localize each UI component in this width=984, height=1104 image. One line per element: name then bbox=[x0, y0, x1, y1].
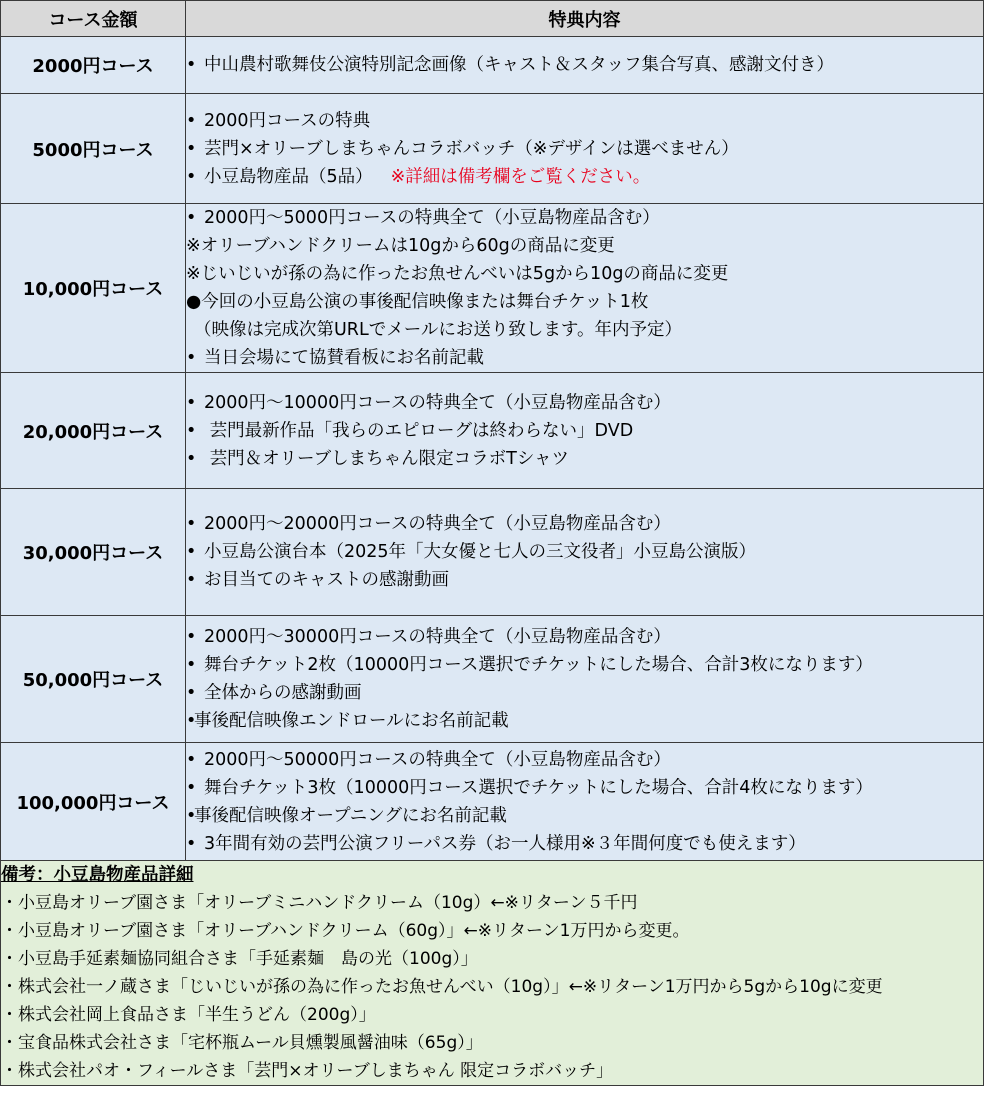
course-amount: 5000円コース bbox=[1, 94, 186, 204]
course-amount: 2000円コース bbox=[1, 37, 186, 94]
note-item: ・株式会社一ノ蔵さま「じいじいが孫の為に作ったお魚せんべい（10g）」←※リターン1万円から5gから10gに変更 bbox=[1, 977, 883, 997]
bullet-icon: • bbox=[186, 514, 197, 534]
perk-item bbox=[186, 260, 983, 288]
bullet-icon: • bbox=[186, 138, 197, 159]
bullet-icon: • bbox=[186, 805, 197, 826]
perk-text: （映像は完成次第URLでメールにお送り致します。年内予定） bbox=[194, 320, 682, 340]
perk-item bbox=[186, 746, 983, 774]
perk-item bbox=[186, 538, 983, 566]
perks-cell bbox=[186, 204, 984, 373]
perk-item bbox=[186, 135, 983, 163]
course-row bbox=[1, 373, 984, 489]
perk-text: 舞台チケット2枚（10000円コース選択でチケットにした場合、合計3枚になります） bbox=[204, 655, 873, 675]
course-row bbox=[1, 489, 984, 616]
perk-text: 当日会場にて協賛看板にお名前記載 bbox=[204, 348, 484, 368]
perk-text: 2000円～30000円コースの特典全て（小豆島物産品含む） bbox=[204, 627, 671, 647]
perk-text: 2000円～50000円コースの特典全て（小豆島物産品含む） bbox=[204, 749, 671, 770]
bullet-icon: • bbox=[186, 110, 197, 131]
bullet-icon: • bbox=[186, 711, 197, 731]
perk-text: 芸門最新作品「我らのエピローグは終わらない」DVD bbox=[204, 420, 634, 441]
perk-item bbox=[186, 232, 983, 260]
perk-text: ※じいじいが孫の為に作ったお魚せんべいは5gから10gの商品に変更 bbox=[186, 264, 729, 284]
bullet-icon: • bbox=[186, 55, 197, 75]
bullet-icon: • bbox=[186, 749, 197, 770]
perk-text: 2000円コースの特典 bbox=[204, 110, 371, 131]
course-row bbox=[1, 204, 984, 373]
note-item: ・宝食品株式会社さま「宅杯瓶ムール貝燻製風醤油味（65g）」 bbox=[1, 1033, 483, 1053]
bullet-icon: • bbox=[186, 348, 197, 368]
header-row bbox=[1, 1, 984, 37]
perk-item bbox=[186, 288, 983, 316]
course-column-header: コース金額 bbox=[1, 1, 186, 37]
bullet-icon: • bbox=[186, 683, 197, 703]
perk-item bbox=[186, 623, 983, 651]
perk-item bbox=[186, 774, 983, 802]
bullet-icon: • bbox=[186, 777, 197, 798]
bullet-icon: • bbox=[186, 166, 197, 187]
perk-text: 2000円～20000円コースの特典全て（小豆島物産品含む） bbox=[204, 514, 671, 534]
note-item: ・株式会社パオ・フィールさま「芸門×オリーブしまちゃん 限定コラボバッチ」 bbox=[1, 1061, 614, 1081]
perk-item bbox=[186, 707, 983, 735]
perk-item bbox=[186, 417, 983, 445]
perk-text: 舞台チケット3枚（10000円コース選択でチケットにした場合、合計4枚になります） bbox=[204, 777, 873, 798]
rows-body bbox=[1, 37, 984, 861]
course-row bbox=[1, 94, 984, 204]
perk-item bbox=[186, 802, 983, 830]
perk-item bbox=[186, 566, 983, 594]
bullet-icon: • bbox=[186, 833, 197, 854]
perk-text: ●今回の小豆島公演の事後配信映像または舞台チケット1枚 bbox=[186, 292, 649, 312]
note-item: ・小豆島オリーブ園さま「オリーブミニハンドクリーム（10g）←※リターン５千円 bbox=[1, 893, 638, 913]
perk-item bbox=[186, 316, 983, 344]
bullet-icon: • bbox=[186, 392, 197, 413]
perk-text: 事後配信映像オープニングにお名前記載 bbox=[194, 805, 507, 826]
bullet-icon: • bbox=[186, 655, 197, 675]
perk-text: ※オリーブハンドクリームは10gから60gの商品に変更 bbox=[186, 236, 615, 256]
perk-item bbox=[186, 651, 983, 679]
bullet-icon: • bbox=[186, 627, 197, 647]
perk-item bbox=[186, 679, 983, 707]
course-amount: 100,000円コース bbox=[1, 743, 186, 861]
perk-text: 小豆島物産品（5品） bbox=[204, 166, 373, 187]
perk-item bbox=[186, 163, 983, 191]
bullet-icon: • bbox=[186, 448, 197, 469]
course-amount: 20,000円コース bbox=[1, 373, 186, 489]
perks-cell bbox=[186, 37, 984, 94]
perk-text: 2000円～10000円コースの特典全て（小豆島物産品含む） bbox=[204, 392, 671, 413]
notes-list bbox=[1, 889, 983, 1085]
perk-text: 小豆島公演台本（2025年「大女優と七人の三文役者」小豆島公演版） bbox=[204, 542, 757, 562]
course-row bbox=[1, 37, 984, 94]
perks-cell bbox=[186, 94, 984, 204]
perk-item bbox=[186, 445, 983, 473]
perk-text: 事後配信映像エンドロールにお名前記載 bbox=[194, 711, 509, 731]
perk-note-red: ※詳細は備考欄をご覧ください。 bbox=[390, 166, 651, 187]
course-amount: 50,000円コース bbox=[1, 616, 186, 743]
perk-item bbox=[186, 51, 983, 79]
perk-item bbox=[186, 830, 983, 858]
course-amount: 10,000円コース bbox=[1, 204, 186, 373]
perks-cell bbox=[186, 373, 984, 489]
perk-item bbox=[186, 344, 983, 372]
course-amount: 30,000円コース bbox=[1, 489, 186, 616]
perk-item bbox=[186, 510, 983, 538]
note-item: ・小豆島手延素麺協同組合さま「手延素麺 島の光（100g）」 bbox=[1, 949, 478, 969]
perk-text: 3年間有効の芸門公演フリーパス券（お一人様用※３年間何度でも使えます） bbox=[204, 833, 806, 854]
bullet-icon: • bbox=[186, 542, 197, 562]
notes-title: 備考：小豆島物産品詳細 bbox=[1, 865, 194, 885]
perks-cell bbox=[186, 743, 984, 861]
notes-row bbox=[1, 861, 984, 1086]
perk-text: 2000円～5000円コースの特典全て（小豆島物産品含む） bbox=[204, 208, 660, 228]
note-item: ・株式会社岡上食品さま「半生うどん（200g）」 bbox=[1, 1005, 376, 1025]
bullet-icon: • bbox=[186, 208, 197, 228]
bullet-icon: • bbox=[186, 420, 197, 441]
note-item: ・小豆島オリーブ園さま「オリーブハンドクリーム（60g）」←※リターン1万円から変更。 bbox=[1, 921, 690, 941]
perk-text: 中山農村歌舞伎公演特別記念画像（キャスト＆スタッフ集合写真、感謝文付き） bbox=[204, 55, 834, 75]
perk-text: お目当てのキャストの感謝動画 bbox=[204, 570, 449, 590]
perk-text: 芸門×オリーブしまちゃんコラボバッチ（※デザインは選べません） bbox=[204, 138, 739, 159]
perk-item bbox=[186, 389, 983, 417]
perk-item bbox=[186, 107, 983, 135]
course-row bbox=[1, 743, 984, 861]
perks-cell bbox=[186, 489, 984, 616]
perks-cell bbox=[186, 616, 984, 743]
perk-item bbox=[186, 204, 983, 232]
perk-text: 全体からの感謝動画 bbox=[204, 683, 362, 703]
perk-text: 芸門＆オリーブしまちゃん限定コラボTシャツ bbox=[204, 448, 570, 469]
notes-cell bbox=[1, 861, 984, 1086]
perks-column-header: 特典内容 bbox=[186, 1, 984, 37]
bullet-icon: • bbox=[186, 570, 197, 590]
course-row bbox=[1, 616, 984, 743]
